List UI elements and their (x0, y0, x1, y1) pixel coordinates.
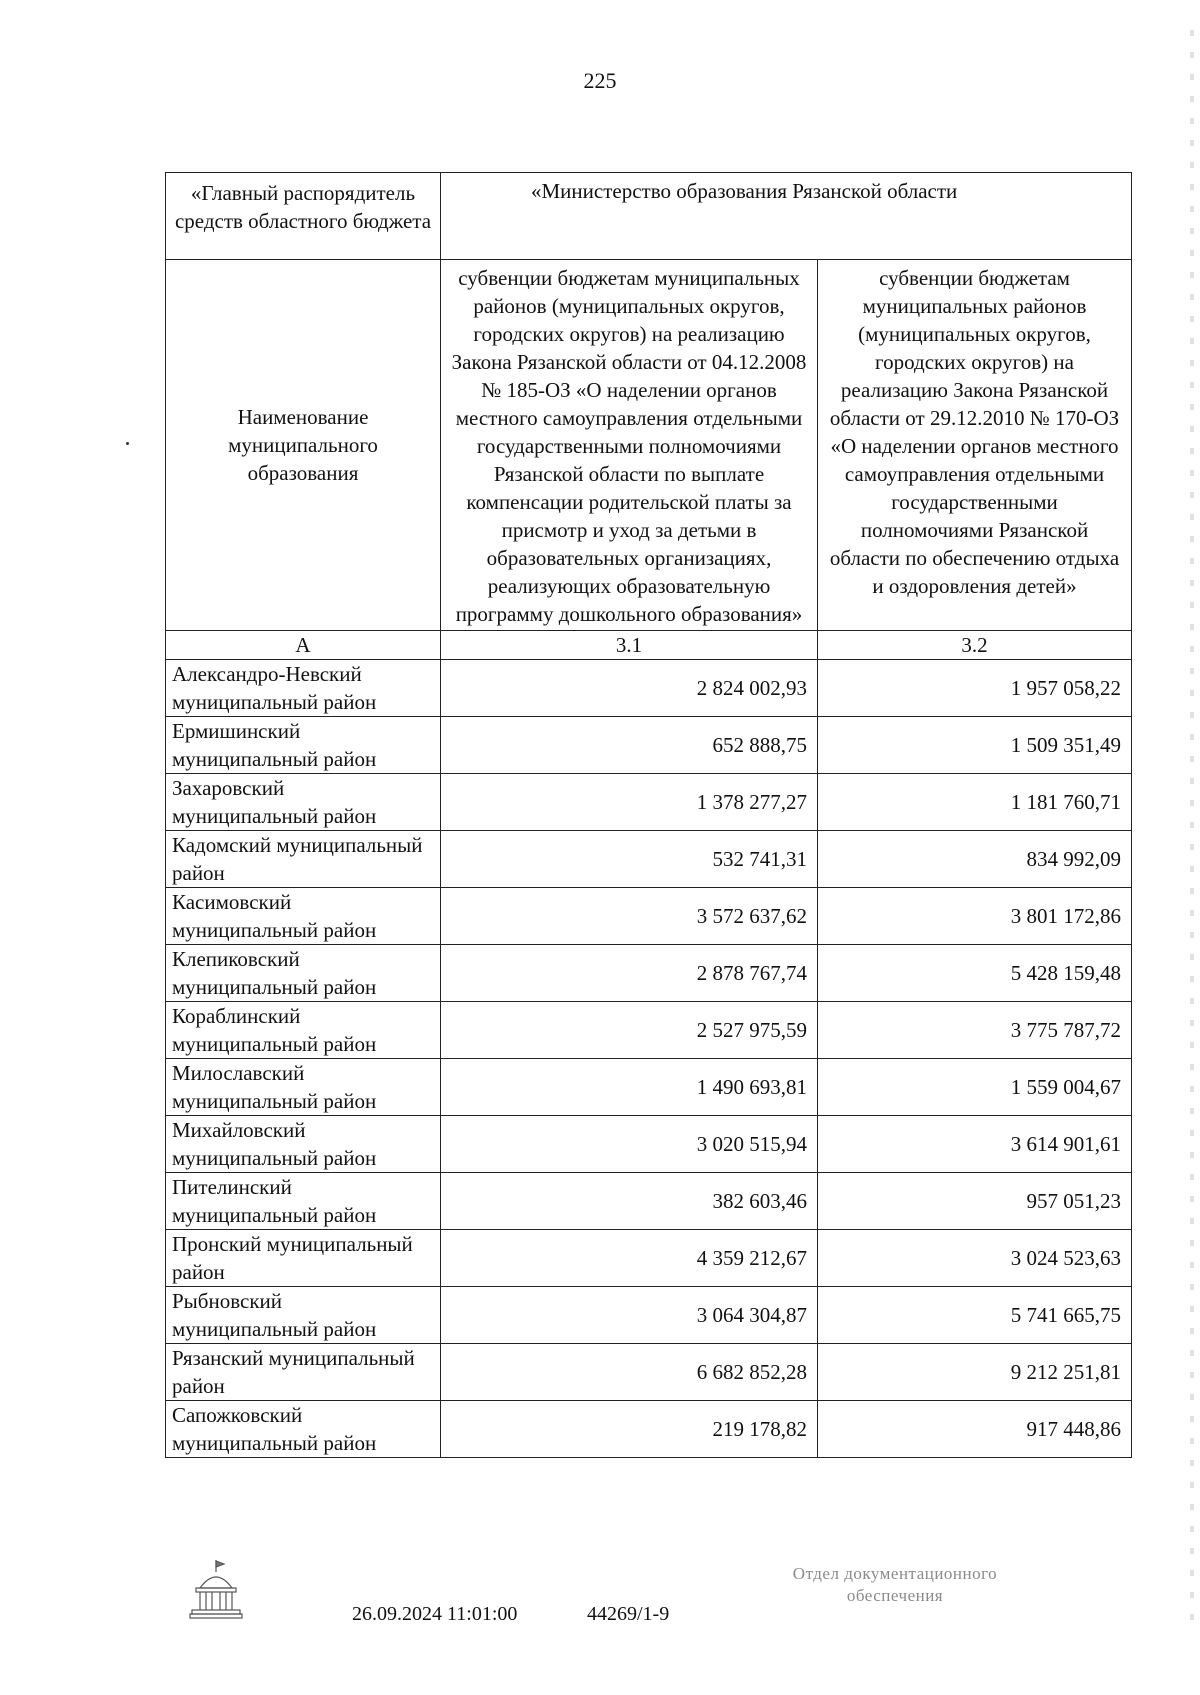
page-number: 225 (583, 68, 617, 93)
district-name: Клепиковский муниципальный район (166, 945, 441, 1002)
table-row (166, 1344, 1132, 1401)
org-row (166, 173, 1132, 260)
column-3-2-header: субвенции бюджетам муниципальных районов (муниципальных округов, городских округов) на реализацию Закона Рязанской области от 29.12.2010 № 170-ОЗ «О наделении органов местного самоуправления отдельными государственными полномочиями Рязанской области по обеспечению отдыха и оздоровления детей» (818, 260, 1132, 631)
value-3-2: 5 428 159,48 (818, 945, 1132, 1002)
table-row (166, 660, 1132, 717)
value-3-1: 3 064 304,87 (441, 1287, 818, 1344)
value-3-2: 5 741 665,75 (818, 1287, 1132, 1344)
value-3-1: 4 359 212,67 (441, 1230, 818, 1287)
department-stamp: Отдел документационного обеспечения (792, 1564, 998, 1605)
district-name: Касимовский муниципальный район (166, 888, 441, 945)
value-3-2: 1 181 760,71 (818, 774, 1132, 831)
index-3-2: 3.2 (818, 631, 1132, 660)
table-row (166, 1230, 1132, 1287)
value-3-2: 3 775 787,72 (818, 1002, 1132, 1059)
table-row (166, 1287, 1132, 1344)
district-name: Михайловский муниципальный район (166, 1116, 441, 1173)
org-value: «Министерство образования Рязанской области (441, 173, 1132, 260)
value-3-2: 3 801 172,86 (818, 888, 1132, 945)
scan-edge-artifact (1190, 30, 1194, 1630)
value-3-1: 652 888,75 (441, 717, 818, 774)
value-3-1: 2 824 002,93 (441, 660, 818, 717)
district-name: Рязанский муниципальный район (166, 1344, 441, 1401)
footer-doc-number: 44269/1-9 (587, 1603, 670, 1625)
budget-table (165, 172, 1132, 1458)
index-3-1: 3.1 (441, 631, 818, 660)
value-3-2: 3 614 901,61 (818, 1116, 1132, 1173)
index-row (166, 631, 1132, 660)
value-3-2: 957 051,23 (818, 1173, 1132, 1230)
district-name: Ермишинский муниципальный район (166, 717, 441, 774)
district-name: Кадомский муниципальный район (166, 831, 441, 888)
table-row (166, 888, 1132, 945)
value-3-2: 834 992,09 (818, 831, 1132, 888)
district-name: Александро-Невский муниципальный район (166, 660, 441, 717)
district-name: Милославский муниципальный район (166, 1059, 441, 1116)
value-3-1: 2 878 767,74 (441, 945, 818, 1002)
value-3-2: 1 509 351,49 (818, 717, 1132, 774)
district-name: Сапожковский муниципальный район (166, 1401, 441, 1458)
value-3-2: 1 559 004,67 (818, 1059, 1132, 1116)
table-row (166, 1173, 1132, 1230)
value-3-2: 3 024 523,63 (818, 1230, 1132, 1287)
footer-datetime: 26.09.2024 11:01:00 (352, 1603, 518, 1625)
table-row (166, 1116, 1132, 1173)
name-column-header: Наименование муниципального образования (166, 260, 441, 631)
table-row (166, 831, 1132, 888)
value-3-1: 6 682 852,28 (441, 1344, 818, 1401)
table-row (166, 1002, 1132, 1059)
district-name: Пителинский муниципальный район (166, 1173, 441, 1230)
value-3-1: 3 572 637,62 (441, 888, 818, 945)
table-row (166, 1059, 1132, 1116)
scan-dot (126, 442, 129, 445)
value-3-1: 382 603,46 (441, 1173, 818, 1230)
value-3-2: 1 957 058,22 (818, 660, 1132, 717)
district-name: Пронский муниципальный район (166, 1230, 441, 1287)
value-3-2: 917 448,86 (818, 1401, 1132, 1458)
header-row (166, 260, 1132, 631)
org-label: «Главный распорядитель средств областного бюджета (166, 173, 441, 260)
index-a: А (166, 631, 441, 660)
table-row (166, 1401, 1132, 1458)
table-row (166, 774, 1132, 831)
value-3-1: 532 741,31 (441, 831, 818, 888)
column-3-1-header: субвенции бюджетам муниципальных районов (муниципальных округов, городских округов) на реализацию Закона Рязанской области от 04.12.2008 № 185-ОЗ «О наделении органов местного самоуправления отдельными государственными полномочиями Рязанской области по выплате компенсации родительской платы за присмотр и уход за детьми в образовательных организациях, реализующих образовательную программу дошкольного образования» (441, 260, 818, 631)
coat-of-arms-logo (188, 1558, 244, 1620)
district-name: Захаровский муниципальный район (166, 774, 441, 831)
table-body (166, 660, 1132, 1458)
value-3-1: 1 490 693,81 (441, 1059, 818, 1116)
table-row (166, 717, 1132, 774)
value-3-1: 2 527 975,59 (441, 1002, 818, 1059)
district-name: Кораблинский муниципальный район (166, 1002, 441, 1059)
district-name: Рыбновский муниципальный район (166, 1287, 441, 1344)
table-row (166, 945, 1132, 1002)
value-3-1: 3 020 515,94 (441, 1116, 818, 1173)
value-3-1: 1 378 277,27 (441, 774, 818, 831)
value-3-2: 9 212 251,81 (818, 1344, 1132, 1401)
value-3-1: 219 178,82 (441, 1401, 818, 1458)
